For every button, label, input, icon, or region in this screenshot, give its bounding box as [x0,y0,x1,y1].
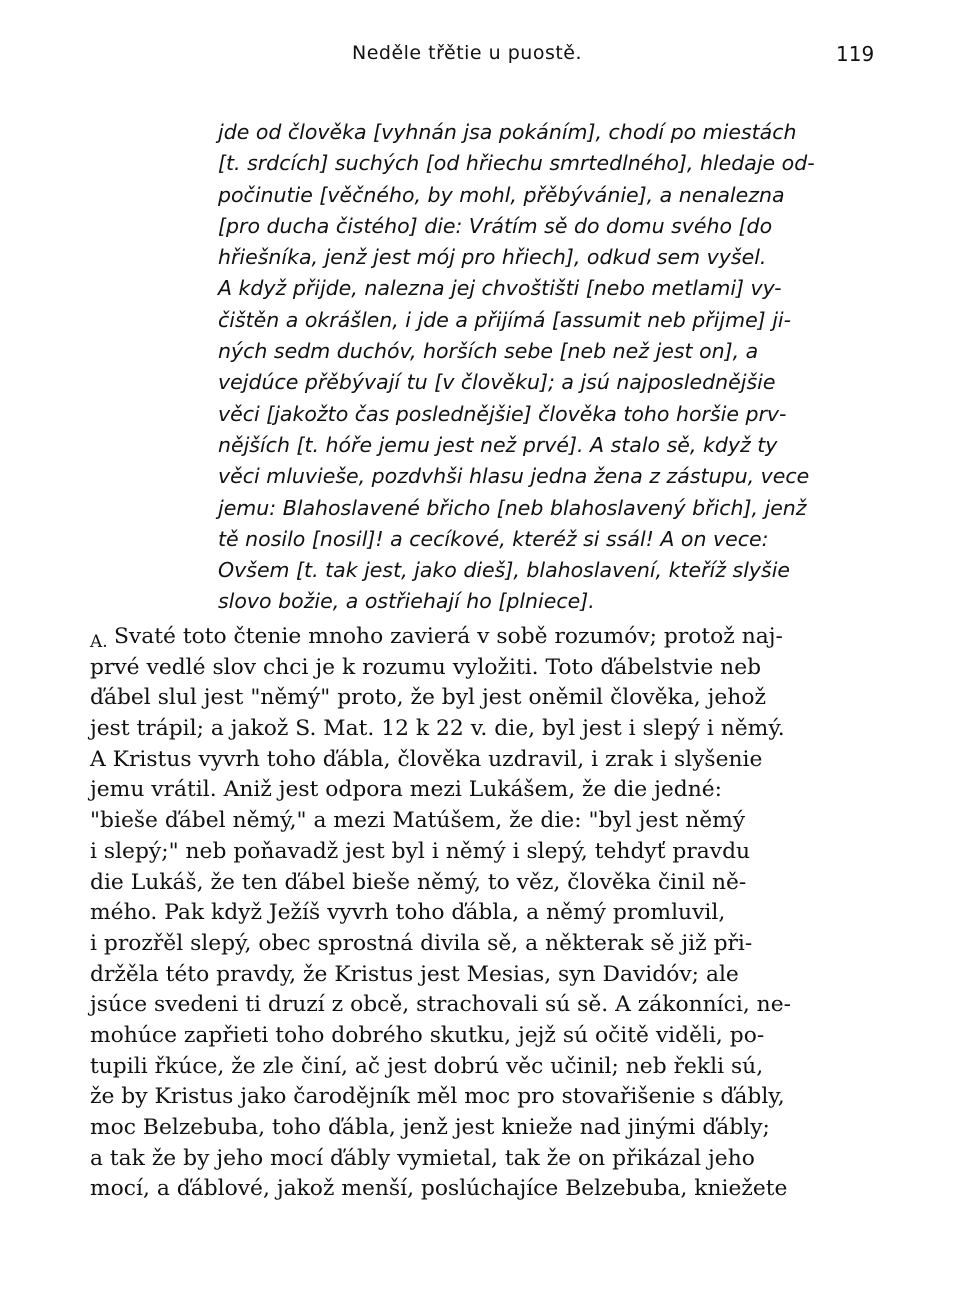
text-line: die Lukáš, že ten ďábel bieše němý, to věz, člověka činil ně- [90,869,747,895]
gospel-quote [218,117,878,618]
quote-line: věci mluviešе, pozdvhši hlasu jedna žena z zástupu, vece [218,464,810,489]
text-line: a tak že by jeho mocí ďábly vymietal, tak že on přikázal jeho [90,1145,755,1171]
text-line: moc Belzebuba, toho ďábla, jenž jest knieže nad jinými ďábly; [90,1115,770,1140]
text-line: i prozřěl slepý, obec sprostná divila sě, a některak sě již při- [90,930,753,956]
text-line: jsúce svedeni ti druzí z obcě, strachovali sú sě. A zákonníci, ne- [90,992,791,1018]
text-line: mocí, a ďáblové, jakož menší, poslúchajíce Belzebuba, kniežete [90,1176,788,1202]
commentary-text [90,622,880,1205]
section-marker: A. [90,632,108,652]
page-number: 119 [836,42,875,66]
text-line: ďábel slul jest "němý" proto, že byl jest oněmil člověka, jehož [90,685,766,711]
quote-line: počinutie [věčného, by mohl, přěbývánie], a nenalezna [218,182,785,207]
text-line: jest trápil; a jakož S. Mat. 12 k 22 v. die, byl jest i slepý i němý. [90,716,785,742]
quote-line: věci [jakožto čas poslednějšie] člověka toho horšie prv- [218,401,787,426]
quote-line: slovo božie, a ostřiehají ho [plniece]. [218,589,595,614]
quote-line: [t. srdcích] suchých [od hřiechu smrtedlného], hledaje od- [218,151,815,176]
text-line: prvé vedlé slov chci je k rozumu vyložiti. Toto ďábelstvie neb [90,654,762,680]
text-line: držěla této pravdy, že Kristus jest Mesias, syn Davidóv; ale [90,961,739,987]
quote-line: A když přijde, nalezna jej chvoštišti [nebo metlami] vy- [218,276,782,301]
quote-line: jemu: Blahoslavené břicho [neb blahoslavený břich], jenž [218,495,807,520]
quote-line: čištěn a okrášlen, i jde a přijímá [assumit neb přijme] ji- [218,307,791,332]
text-line: mého. Pak když Ježíš vyvrh toho ďábla, a němý promluvil, [90,900,726,926]
quote-line: jde od člověka [vyhnán jsa pokáním], chodí po miestách [218,120,797,144]
text-line: Svaté toto čtenie mnoho zavierá v sobě rozumóv; protož naj- [114,624,783,649]
quote-line: Ovšem [t. tak jest, jako dieš], blahoslavení, kteříž slyšie [218,558,791,583]
running-title: Neděle třětie u puostě. [352,42,583,64]
quote-line: tě nosilo [nosil]! a cecíkové, kteréž si ssál! A on vece: [218,526,769,551]
text-line: tupili řkúce, že zle činí, ač jest dobrú věc učinil; neb řekli sú, [90,1053,764,1079]
quote-line: nějších [t. hóře jemu jest než prvé]. A stalo sě, když ty [218,432,778,457]
text-line: "bieše ďábel němý," a mezi Matúšem, že die: "byl jest němý [90,808,746,834]
text-line: i slepý;" neb poňavadž jest byl i němý i slepý, tehdyť pravdu [90,838,751,864]
text-line: že by Kristus jako čarodějník měl moc pro stovařišenie s ďábly, [90,1084,785,1110]
quote-line: [pro ducha čistého] die: Vrátím sě do domu svého [do [218,213,773,238]
text-line: A Kristus vyvrh toho ďábla, člověka uzdravil, i zrak i slyšenie [90,746,763,772]
quote-line: ných sedm duchóv, horších sebe [neb než jest on], a [218,339,759,364]
text-line: mohúce zapřieti toho dobrého skutku, jejž sú očitě viděli, po- [90,1022,765,1048]
quote-line: vejdúce přěbývají tu [v člověku]; a jsú najposlednějšie [218,370,776,395]
quote-line: hřiešníka, jenž jest mój pro hřiech], odkud sem vyšel. [218,245,767,270]
text-line: jemu vrátil. Aniž jest odpora mezi Lukášem, že die jedné: [90,777,723,803]
